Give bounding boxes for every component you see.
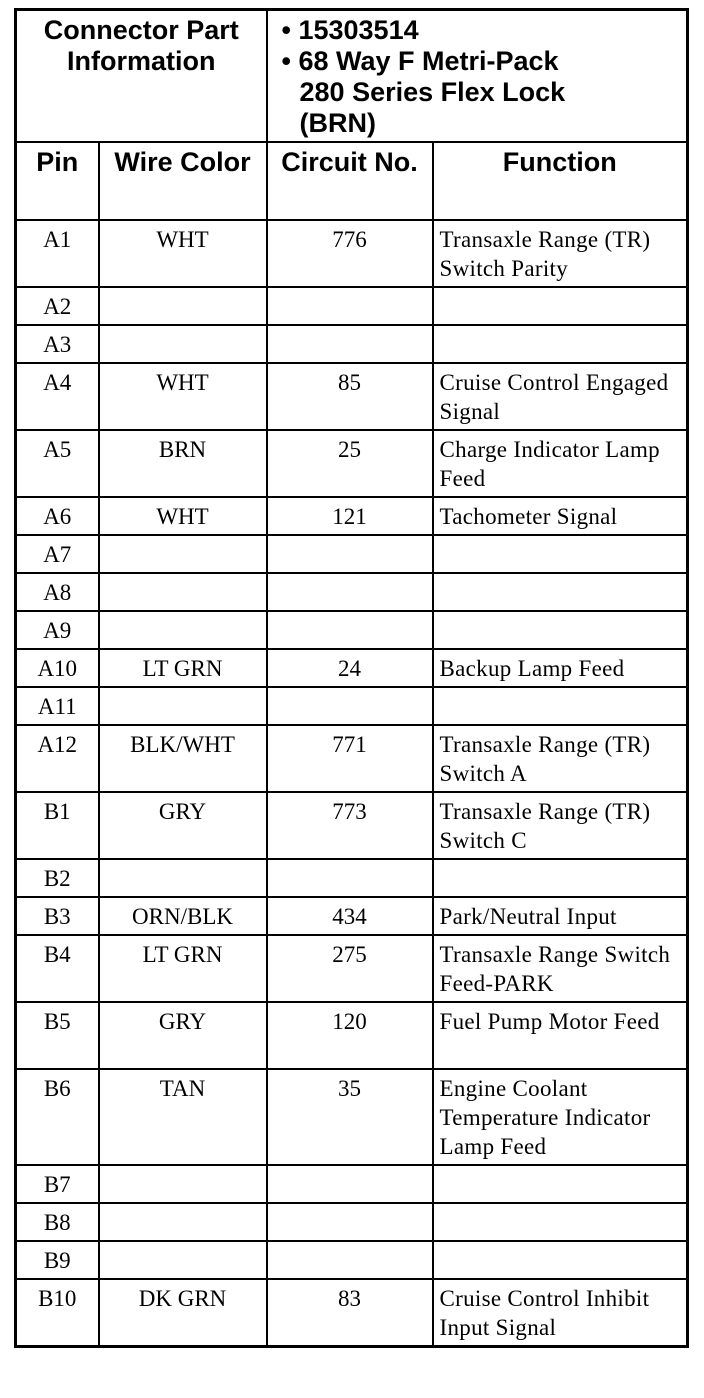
wire-color-cell: ORN/BLK [99,897,267,935]
table-row [16,325,688,363]
circuit-number-cell: 120 [267,1002,433,1069]
pin-cell: A9 [16,611,99,649]
wire-color-cell [99,1203,267,1241]
wire-color-cell: TAN [99,1069,267,1165]
circuit-number-cell: 776 [267,220,433,287]
table-row [16,1165,688,1203]
pin-cell: A12 [16,725,99,792]
table-row [16,1203,688,1241]
circuit-number-cell [267,325,433,363]
function-cell [433,287,688,325]
circuit-number-cell [267,535,433,573]
wire-color-cell: LT GRN [99,649,267,687]
pin-cell: B1 [16,792,99,859]
function-cell [433,687,688,725]
function-cell: Transaxle Range (TR) Switch A [433,725,688,792]
function-cell [433,1203,688,1241]
table-row [16,535,688,573]
wire-color-cell: WHT [99,220,267,287]
table-row [16,363,688,430]
table-row [16,220,688,287]
function-cell [433,1165,688,1203]
function-cell [433,611,688,649]
wire-color-cell [99,1165,267,1203]
function-cell: Transaxle Range (TR) Switch C [433,792,688,859]
connector-info-value [267,10,688,143]
circuit-number-cell [267,1203,433,1241]
function-cell: Charge Indicator Lamp Feed [433,430,688,497]
circuit-number-cell: 35 [267,1069,433,1165]
function-cell [433,325,688,363]
circuit-number-cell [267,611,433,649]
function-cell: Park/Neutral Input [433,897,688,935]
pin-cell: B2 [16,859,99,897]
table-row [16,935,688,1002]
circuit-number-cell: 773 [267,792,433,859]
function-cell: Transaxle Range Switch Feed-PARK [433,935,688,1002]
table-row [16,649,688,687]
pin-cell: B10 [16,1279,99,1347]
circuit-number-cell [267,1165,433,1203]
table-row [16,859,688,897]
pin-cell: B3 [16,897,99,935]
wire-color-cell [99,1241,267,1279]
pin-cell: A11 [16,687,99,725]
connector-info-label: Connector Part Information [16,10,267,143]
column-header-wire-color: Wire Color [99,142,267,220]
connector-description-line2: 280 Series Flex Lock [299,77,566,107]
pin-cell: A3 [16,325,99,363]
wire-color-cell: WHT [99,363,267,430]
function-cell: Cruise Control Engaged Signal [433,363,688,430]
pin-cell: A2 [16,287,99,325]
wire-color-cell: BLK/WHT [99,725,267,792]
function-cell [433,1241,688,1279]
table-row [16,287,688,325]
table-row [16,1069,688,1165]
wire-color-cell: GRY [99,792,267,859]
circuit-number-cell: 24 [267,649,433,687]
connector-document [14,8,686,1348]
pin-cell: B8 [16,1203,99,1241]
circuit-number-cell [267,687,433,725]
wire-color-cell [99,611,267,649]
circuit-number-cell: 85 [267,363,433,430]
wire-color-cell [99,535,267,573]
wire-color-cell [99,859,267,897]
column-header-circuit-no: Circuit No. [267,142,433,220]
pin-cell: B7 [16,1165,99,1203]
table-row [16,792,688,859]
function-cell [433,535,688,573]
table-row [16,497,688,535]
circuit-number-cell [267,573,433,611]
column-header-pin: Pin [16,142,99,220]
table-row [16,573,688,611]
circuit-number-cell [267,1241,433,1279]
connector-table [14,8,689,1348]
circuit-number-cell: 275 [267,935,433,1002]
function-cell: Transaxle Range (TR) Switch Parity [433,220,688,287]
wire-color-cell [99,287,267,325]
pin-cell: A5 [16,430,99,497]
wire-color-cell: WHT [99,497,267,535]
table-row [16,1279,688,1347]
function-cell [433,573,688,611]
wire-color-cell [99,687,267,725]
circuit-number-cell [267,287,433,325]
part-number: • 15303514 [281,15,419,45]
table-row [16,430,688,497]
pin-cell: B9 [16,1241,99,1279]
wire-color-cell: BRN [99,430,267,497]
column-header-row [16,142,688,220]
connector-info-row [16,10,688,143]
pin-cell: A1 [16,220,99,287]
function-cell: Cruise Control Inhibit Input Signal [433,1279,688,1347]
table-row [16,1002,688,1069]
function-cell: Engine Coolant Temperature Indicator Lamp Feed [433,1069,688,1165]
circuit-number-cell: 83 [267,1279,433,1347]
pin-cell: A8 [16,573,99,611]
table-row [16,897,688,935]
function-cell: Fuel Pump Motor Feed [433,1002,688,1069]
wire-color-cell: DK GRN [99,1279,267,1347]
pin-cell: A4 [16,363,99,430]
pin-cell: A7 [16,535,99,573]
function-cell [433,859,688,897]
wire-color-cell [99,325,267,363]
table-row [16,687,688,725]
pin-rows [16,220,688,1347]
circuit-number-cell: 121 [267,497,433,535]
circuit-number-cell [267,859,433,897]
wire-color-cell: LT GRN [99,935,267,1002]
column-header-function: Function [433,142,688,220]
pin-cell: A6 [16,497,99,535]
wire-color-cell [99,573,267,611]
pin-cell: B5 [16,1002,99,1069]
table-row [16,725,688,792]
function-cell: Backup Lamp Feed [433,649,688,687]
connector-description-line1: • 68 Way F Metri-Pack [281,46,559,76]
function-cell: Tachometer Signal [433,497,688,535]
circuit-number-cell: 771 [267,725,433,792]
table-row [16,1241,688,1279]
circuit-number-cell: 25 [267,430,433,497]
table-row [16,611,688,649]
wire-color-cell: GRY [99,1002,267,1069]
connector-description-line3: (BRN) [299,108,376,138]
pin-cell: A10 [16,649,99,687]
pin-cell: B6 [16,1069,99,1165]
circuit-number-cell: 434 [267,897,433,935]
pin-cell: B4 [16,935,99,1002]
